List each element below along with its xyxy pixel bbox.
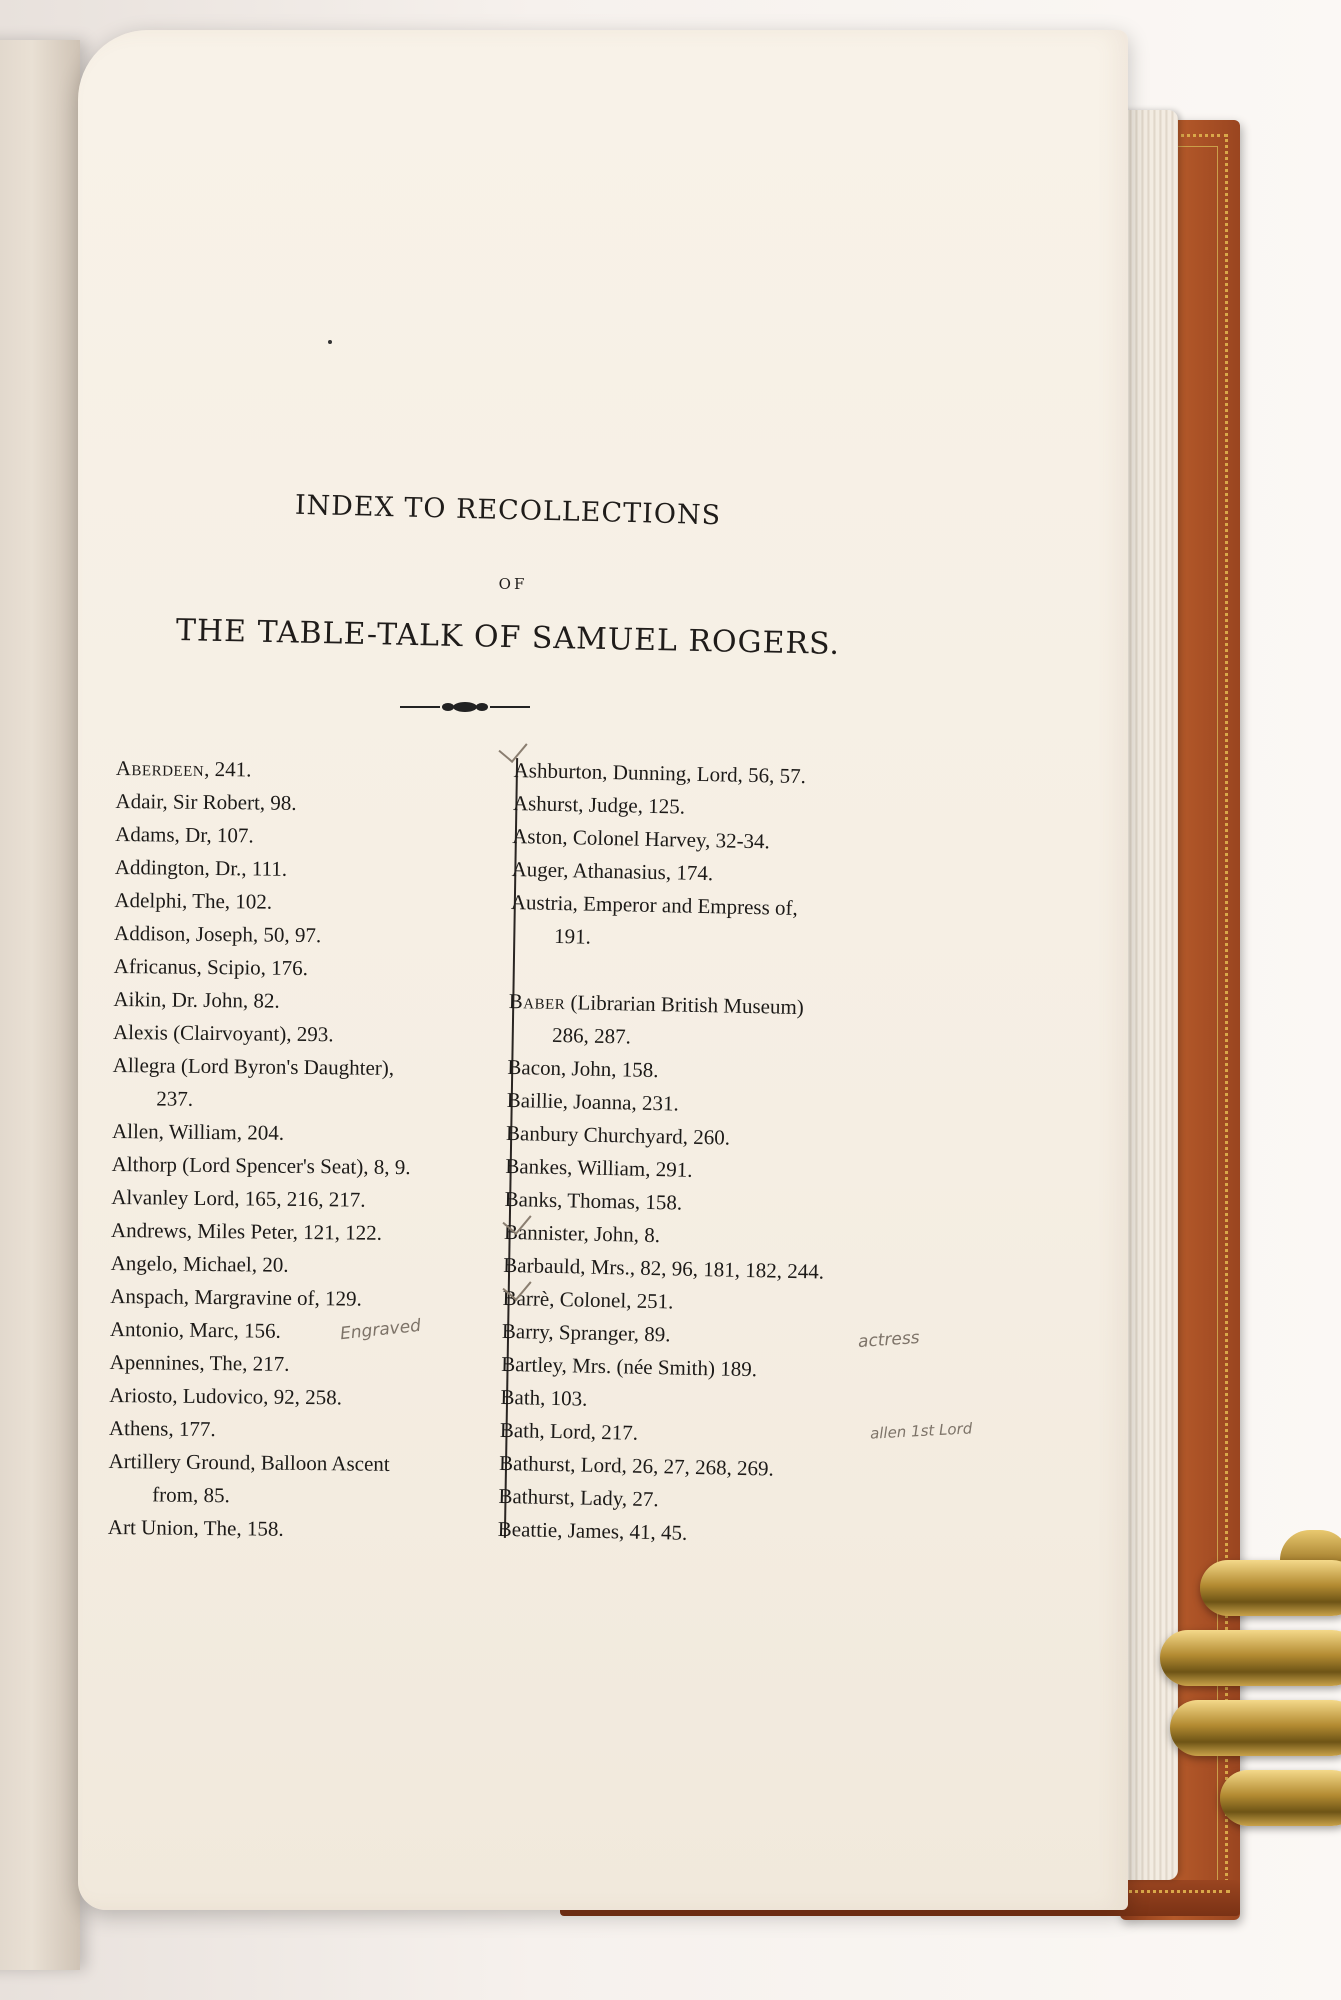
index-entry-text: Ashburton, Dunning, Lord, 56, 57.	[513, 757, 807, 789]
index-entry	[114, 917, 514, 954]
index-entry	[110, 1313, 510, 1350]
index-entry	[108, 1445, 509, 1515]
index-entry-text: Art Union, The, 158.	[107, 1514, 284, 1541]
index-entry	[510, 886, 911, 960]
index-page	[78, 30, 1128, 1910]
index-entry-lead: Baber	[508, 988, 566, 1015]
index-entry-text: Barry, Spranger, 89.	[501, 1318, 671, 1347]
index-entry-text: Bannister, John, 8.	[503, 1219, 661, 1248]
index-entry	[497, 1513, 898, 1554]
index-entry-text: Apennines, The, 217.	[109, 1349, 290, 1376]
brass-page-clip	[1160, 1560, 1341, 1960]
index-entry-text: Addington, Dr., 111.	[114, 854, 288, 881]
index-entry-lead: Aberdeen	[115, 755, 205, 781]
index-entry	[109, 1412, 509, 1449]
index-entry-text: Banbury Churchyard, 260.	[505, 1120, 731, 1150]
index-entry-continuation: 286, 287.	[551, 1022, 632, 1049]
index-entry-text: Beattie, James, 41, 45.	[497, 1516, 688, 1545]
index-entry	[110, 1280, 510, 1317]
index-entry-text: Barbauld, Mrs., 82, 96, 181, 182, 244.	[503, 1252, 825, 1284]
index-entry	[109, 1379, 509, 1416]
index-entry	[508, 985, 909, 1059]
index-entry-text: Bankes, William, 291.	[505, 1153, 693, 1182]
index-entry	[108, 1511, 508, 1548]
ornament-divider	[400, 698, 530, 716]
index-entry-text: Baillie, Joanna, 231.	[506, 1087, 680, 1116]
index-column-left	[108, 752, 516, 1548]
index-entry-continuation: 191.	[553, 923, 592, 949]
index-entry-text: Bartley, Mrs. (née Smith) 189.	[500, 1351, 758, 1382]
index-entry-text: Bath, Lord, 217.	[499, 1417, 639, 1445]
index-title-line1: INDEX TO RECOLLECTIONS	[294, 489, 722, 532]
index-entry-text: Austria, Emperor and Empress of,	[510, 889, 799, 920]
index-entry-text: Anspach, Margravine of, 129.	[110, 1283, 362, 1311]
index-entry-text: Barrè, Colonel, 251.	[502, 1285, 674, 1314]
index-entry-text: Adair, Sir Robert, 98.	[115, 788, 297, 815]
index-entry-text: Bacon, John, 158.	[507, 1054, 659, 1083]
index-entry	[109, 1346, 509, 1383]
index-entry-text: Bathurst, Lady, 27.	[498, 1483, 659, 1512]
index-entry	[113, 1016, 513, 1053]
index-entry	[112, 1115, 512, 1152]
index-entry-text: Banks, Thomas, 158.	[504, 1186, 683, 1215]
index-entry	[115, 851, 515, 888]
index-entry-text: Alexis (Clairvoyant), 293.	[112, 1019, 334, 1047]
index-entry-text: Ariosto, Ludovico, 92, 258.	[109, 1382, 343, 1410]
index-entry-text: Artillery Ground, Balloon Ascent	[108, 1448, 390, 1476]
index-entry-text: Auger, Athanasius, 174.	[511, 856, 714, 886]
index-entry-text: Bath, 103.	[500, 1384, 588, 1411]
index-entry	[113, 983, 513, 1020]
index-entry-text: Adams, Dr, 107.	[115, 821, 254, 848]
index-title-line2: THE TABLE-TALK OF SAMUEL ROGERS.	[175, 613, 841, 662]
facing-page-edge	[0, 40, 80, 1970]
index-entry-text: Antonio, Marc, 156.	[109, 1316, 281, 1343]
index-entry-text: Allen, William, 204.	[111, 1118, 285, 1145]
index-entry-text: Allegra (Lord Byron's Daughter),	[112, 1052, 395, 1080]
index-entry-text: Africanus, Scipio, 176.	[113, 953, 309, 981]
index-entry-text: Ashurst, Judge, 125.	[512, 790, 686, 819]
handwritten-note-actress: actress	[857, 1327, 921, 1353]
index-entry-text: Angelo, Michael, 20.	[110, 1250, 289, 1277]
index-entry	[111, 1181, 511, 1218]
index-entry	[111, 1214, 511, 1251]
index-entry-text: Althorp (Lord Spencer's Seat), 8, 9.	[111, 1151, 411, 1180]
index-entry-text: Addison, Joseph, 50, 97.	[113, 920, 322, 948]
index-entry	[114, 884, 514, 921]
index-entry	[116, 752, 516, 789]
index-entry	[115, 818, 515, 855]
index-entry-text: , 241.	[204, 756, 252, 782]
index-entry-text: Adelphi, The, 102.	[114, 887, 273, 914]
index-entry	[112, 1049, 513, 1119]
print-dot	[328, 340, 332, 344]
handwritten-note-allen: allen 1st Lord	[869, 1419, 973, 1443]
index-entry	[110, 1247, 510, 1284]
index-entry	[115, 785, 515, 822]
index-entry-continuation: 237.	[156, 1086, 194, 1111]
index-entry-text: Aston, Colonel Harvey, 32-34.	[512, 823, 771, 854]
index-entry-text: Andrews, Miles Peter, 121, 122.	[110, 1217, 383, 1245]
index-entry	[112, 1148, 512, 1185]
index-entry	[114, 950, 514, 987]
index-entry-continuation: from, 85.	[152, 1482, 230, 1508]
index-entry-text: Bathurst, Lord, 26, 27, 268, 269.	[498, 1450, 775, 1481]
index-entry-text: Alvanley Lord, 165, 216, 217.	[111, 1184, 366, 1212]
index-entry-text: Athens, 177.	[108, 1415, 216, 1442]
index-entry-text: Aikin, Dr. John, 82.	[113, 986, 280, 1013]
index-entry-text: (Librarian British Museum)	[565, 990, 805, 1020]
index-title-of: OF	[498, 575, 528, 593]
index-column-right	[497, 754, 913, 1554]
handwritten-note-engraved: Engraved	[339, 1315, 422, 1345]
